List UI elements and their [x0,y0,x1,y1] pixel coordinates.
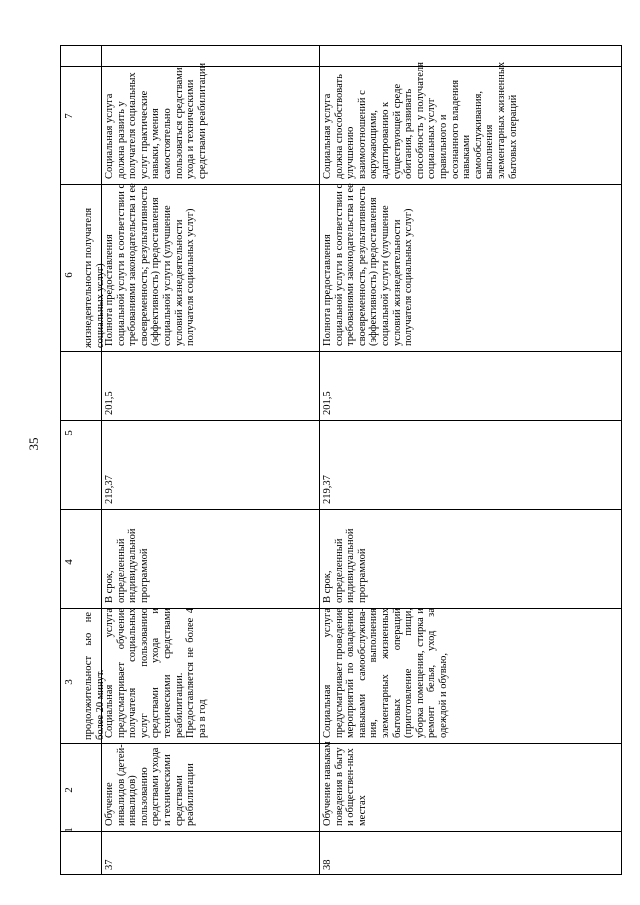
col-divider-6-5 [61,351,621,352]
row37-num: 37 [104,859,115,870]
carryover-col6: жизнедеятельности получателя социальных услуг) [83,207,106,348]
row38-num: 38 [322,859,333,870]
col-header-2: 2 [63,787,75,793]
row-divider-carryover [101,46,102,874]
col-header-6: 6 [63,272,75,278]
col-header-4: 4 [63,559,75,565]
row37-criteria: Полнота предоставления социальной услуги в соответствии с требованиями законодательства и ее своевременность; результативность (эффективность) предоставления социальной услуги (улучшение условий жизнедеятельности получателя социальных услуг) [104,183,197,346]
row37-description: Социальная услуга предусматривает обучение получателя социальных услуг пользованию средствами ухода и техническими средствами реабилитации. Предоставляется не более 4 раз в год [104,608,208,738]
row38-price-a: 219,37 [322,475,333,504]
row37-result: Социальная услуга должна развить у получателя социальных услуг практические навыки, умения самостоятельно пользоваться средствами ухода и техническими средствами реабилитации [104,62,208,179]
col-divider-2-1 [61,831,621,832]
row37-term: В срок, определенный индивидуальной программой [104,528,150,603]
row37-price-b: 201,5 [104,391,115,415]
row38-name: Обучение навыкам поведения в быту и обществен-ных местах [322,741,368,826]
col-header-1: 1 [63,827,75,833]
col-header-5: 5 [63,430,75,436]
row37-name: Обучение инвалидов (детей-инвалидов) пользованию средствами ухода и техническими средствами реабилитации [104,744,197,826]
row38-term: В срок, определенный индивидуальной программой [322,528,368,603]
row37-price-a: 219,37 [104,475,115,504]
row-divider-37-38 [319,46,320,874]
col-header-3: 3 [63,679,75,685]
col-header-7: 7 [63,113,75,119]
row38-criteria: Полнота предоставления социальной услуги в соответствии с требованиями законодательства и ее своевременность, результативность (эффективность) предоставления социальной услуги (улучшение условий жизнедеятельности получателя социальных услуг) [322,183,415,346]
col-divider-5b-5a [61,420,621,421]
row38-description: Социальная услуга предусматривает проведение мероприятий по овладению навыками самообслужива-ния, выполнения элементарных жизненных бытовых операций (приготовление пищи, уборка помещения, стирка и ремонт белья, уход за одеждой и обувью, [322,608,449,738]
page-number: 35 [26,437,41,451]
row38-result: Социальная услуга должна способствовать улучшению взаимоотношений с окружающими, адаптированию к существующей среде обитания, развивать способность у получателя социальных услуг правильного и осознанного владения навыками самообслуживания, выполнения элементарных жизненных бытовых операций [322,61,519,179]
carryover-col3: продолжительност ью не более 20 минут. [83,612,106,740]
row38-price-b: 201,5 [322,391,333,415]
